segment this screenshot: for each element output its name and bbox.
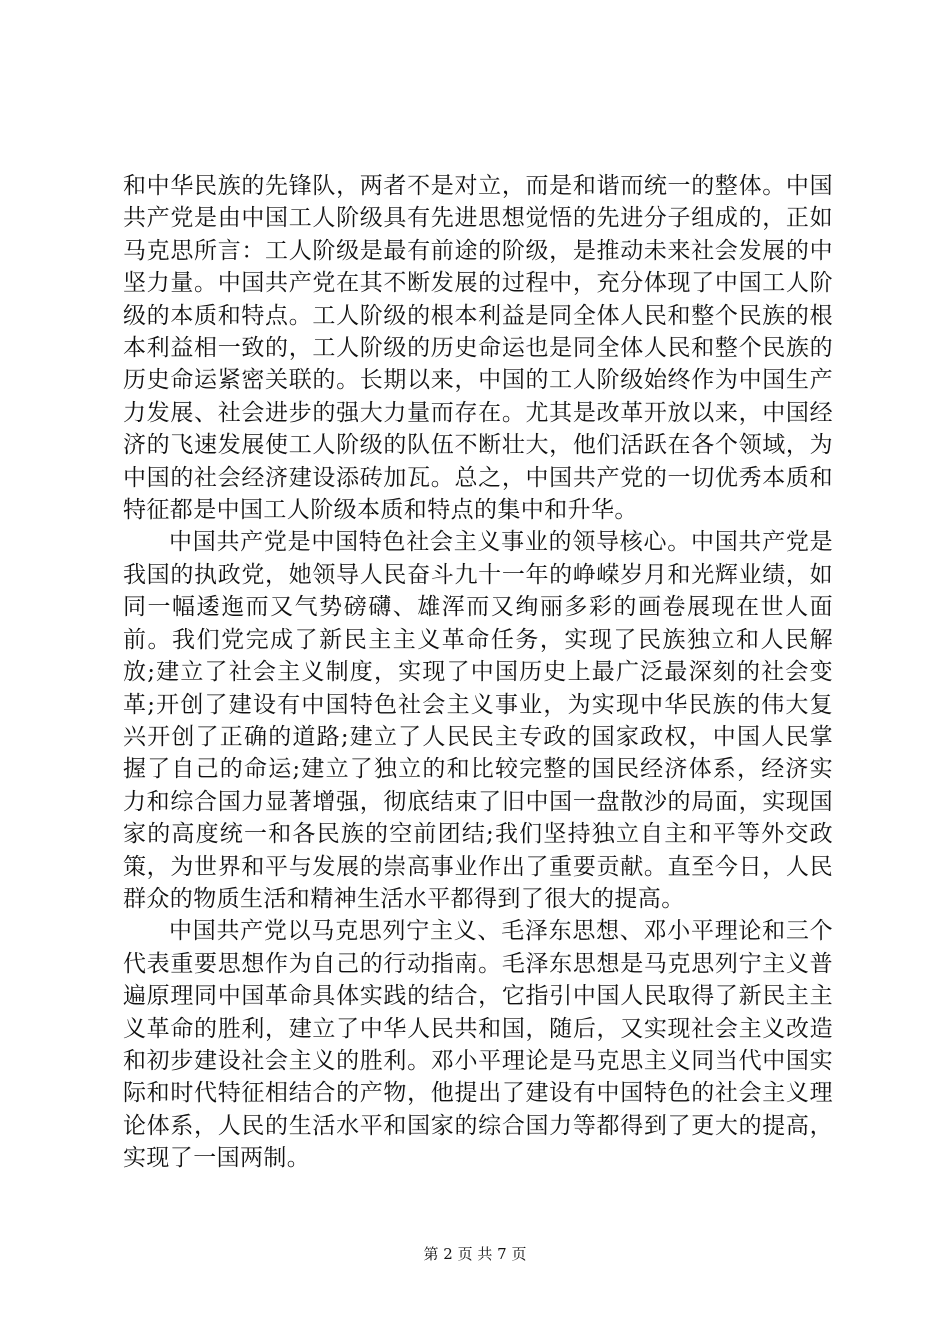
page-number-footer: 第 2 页 共 7 页 [423, 1245, 527, 1263]
document-body [123, 170, 833, 1175]
paragraph-1: 和中华民族的先锋队，两者不是对立，而是和谐而统一的整体。中国共产党是由中国工人阶级具有先进思想觉悟的先进分子组成的，正如马克思所言：工人阶级是最有前途的阶级，是推动未来社会发展的中坚力量。中国共产党在其不断发展的过程中，充分体现了中国工人阶级的本质和特点。工人阶级的根本利益是同全体人民和整个民族的根本利益相一致的，工人阶级的历史命运也是同全体人民和整个民族的历史命运紧密关联的。长期以来，中国的工人阶级始终作为中国生产力发展、社会进步的强大力量而存在。尤其是改革开放以来，中国经济的飞速发展使工人阶级的队伍不断壮大，他们活跃在各个领域，为中国的社会经济建设添砖加瓦。总之，中国共产党的一切优秀本质和特征都是中国工人阶级本质和特点的集中和升华。 [123, 173, 833, 524]
paragraph-3: 中国共产党以马克思列宁主义、毛泽东思想、邓小平理论和三个代表重要思想作为自己的行动指南。毛泽东思想是马克思列宁主义普遍原理同中国革命具体实践的结合，它指引中国人民取得了新民主主义革命的胜利，建立了中华人民共和国，随后，又实现社会主义改造和初步建设社会主义的胜利。邓小平理论是马克思主义同当代中国实际和时代特征相结合的产物，他提出了建设有中国特色的社会主义理论体系，人民的生活水平和国家的综合国力等都得到了更大的提高，实现了一国两制。 [123, 918, 833, 1172]
paragraph-2: 中国共产党是中国特色社会主义事业的领导核心。中国共产党是我国的执政党，她领导人民奋斗九十一年的峥嵘岁月和光辉业绩，如同一幅逶迤而又气势磅礴、雄浑而又绚丽多彩的画卷展现在世人面前。我们党完成了新民主主义革命任务，实现了民族独立和人民解放;建立了社会主义制度，实现了中国历史上最广泛最深刻的社会变革;开创了建设有中国特色社会主义事业，为实现中华民族的伟大复兴开创了正确的道路;建立了人民民主专政的国家政权，中国人民掌握了自己的命运;建立了独立的和比较完整的国民经济体系，经济实力和综合国力显著增强，彻底结束了旧中国一盘散沙的局面，实现国家的高度统一和各民族的空前团结;我们坚持独立自主和平等外交政策，为世界和平与发展的崇高事业作出了重要贡献。直至今日，人民群众的物质生活和精神生活水平都得到了很大的提高。 [123, 529, 833, 912]
